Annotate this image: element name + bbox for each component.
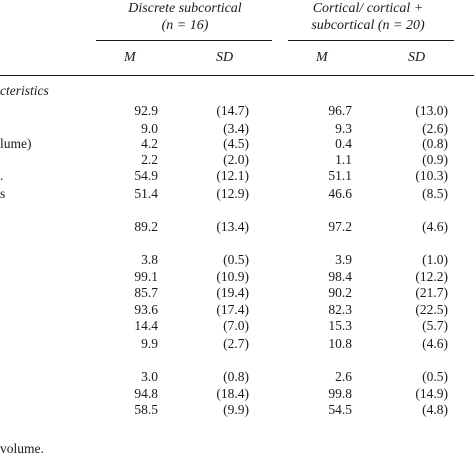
- cell-sd: (4.6): [422, 336, 448, 351]
- cell-mean: 97.2: [328, 219, 352, 234]
- cell-mean: 3.0: [141, 369, 158, 384]
- cell-mean: 46.6: [328, 186, 352, 201]
- row-label: lume): [0, 136, 32, 151]
- header-rule: [0, 75, 474, 76]
- cell-mean: 58.5: [134, 402, 158, 417]
- cell-sd: (2.6): [422, 121, 448, 136]
- group-header-cortical: [283, 0, 453, 34]
- cell-mean: 4.2: [141, 136, 158, 151]
- cell-sd: (0.5): [223, 252, 249, 267]
- cell-mean: 98.4: [328, 269, 352, 284]
- col-header-sd2: SD: [408, 50, 426, 65]
- cell-sd: (9.9): [223, 402, 249, 417]
- cell-sd: (12.1): [216, 168, 249, 183]
- cell-sd: (14.9): [415, 386, 448, 401]
- col-header-m1: M: [124, 50, 136, 65]
- cell-mean: 54.9: [134, 168, 158, 183]
- cell-mean: 10.8: [328, 336, 352, 351]
- group-header-discrete: [95, 0, 275, 34]
- row-label: s: [0, 186, 6, 201]
- cell-mean: 9.3: [335, 121, 352, 136]
- cell-mean: 85.7: [134, 285, 158, 300]
- cell-mean: 15.3: [328, 318, 352, 333]
- cell-mean: 96.7: [328, 103, 352, 118]
- cell-sd: (5.7): [422, 318, 448, 333]
- cell-sd: (4.6): [422, 219, 448, 234]
- cell-sd: (10.9): [216, 269, 249, 284]
- cell-mean: 2.6: [335, 369, 352, 384]
- cell-mean: 14.4: [134, 318, 158, 333]
- group-rule-cortical: [288, 40, 454, 41]
- cell-mean: 51.4: [134, 186, 158, 201]
- cell-mean: 0.4: [335, 136, 352, 151]
- cell-sd: (7.0): [223, 318, 249, 333]
- group-title: Discrete subcortical: [128, 1, 242, 16]
- cell-mean: 1.1: [335, 152, 352, 167]
- group-n: subcortical (n = 20): [311, 18, 425, 33]
- cell-mean: 99.1: [134, 269, 158, 284]
- group-title: Cortical/ cortical +: [312, 1, 424, 16]
- cell-sd: (18.4): [216, 386, 249, 401]
- cell-mean: 2.2: [141, 152, 158, 167]
- cell-sd: (13.0): [415, 103, 448, 118]
- group-n: (n = 16): [161, 18, 209, 33]
- cell-mean: 94.8: [134, 386, 158, 401]
- row-label: .: [0, 168, 4, 183]
- cell-sd: (3.4): [223, 121, 249, 136]
- cell-sd: (1.0): [422, 252, 448, 267]
- cell-mean: 89.2: [134, 219, 158, 234]
- cell-sd: (14.7): [216, 103, 249, 118]
- cell-mean: 99.8: [328, 386, 352, 401]
- cell-sd: (8.5): [422, 186, 448, 201]
- cell-mean: 82.3: [328, 302, 352, 317]
- cell-mean: 9.9: [141, 336, 158, 351]
- cell-sd: (22.5): [415, 302, 448, 317]
- cell-sd: (0.5): [422, 369, 448, 384]
- cell-mean: 3.9: [335, 252, 352, 267]
- cell-mean: 51.1: [328, 168, 352, 183]
- cell-sd: (0.9): [422, 152, 448, 167]
- cell-sd: (4.5): [223, 136, 249, 151]
- cell-sd: (0.8): [422, 136, 448, 151]
- col-header-m2: M: [316, 50, 328, 65]
- cell-mean: 54.5: [328, 402, 352, 417]
- cell-mean: 93.6: [134, 302, 158, 317]
- section-label: cteristics: [0, 83, 49, 98]
- cell-mean: 92.9: [134, 103, 158, 118]
- cell-mean: 90.2: [328, 285, 352, 300]
- group-rule-discrete: [96, 40, 272, 41]
- cell-sd: (2.0): [223, 152, 249, 167]
- cell-mean: 9.0: [141, 121, 158, 136]
- cell-mean: 3.8: [141, 252, 158, 267]
- cell-sd: (19.4): [216, 285, 249, 300]
- cell-sd: (0.8): [223, 369, 249, 384]
- col-header-sd1: SD: [216, 50, 234, 65]
- cell-sd: (21.7): [415, 285, 448, 300]
- cell-sd: (17.4): [216, 302, 249, 317]
- footnote: volume.: [0, 441, 44, 456]
- cell-sd: (12.9): [216, 186, 249, 201]
- cell-sd: (2.7): [223, 336, 249, 351]
- cell-sd: (10.3): [415, 168, 448, 183]
- cell-sd: (4.8): [422, 402, 448, 417]
- cell-sd: (12.2): [415, 269, 448, 284]
- cell-sd: (13.4): [216, 219, 249, 234]
